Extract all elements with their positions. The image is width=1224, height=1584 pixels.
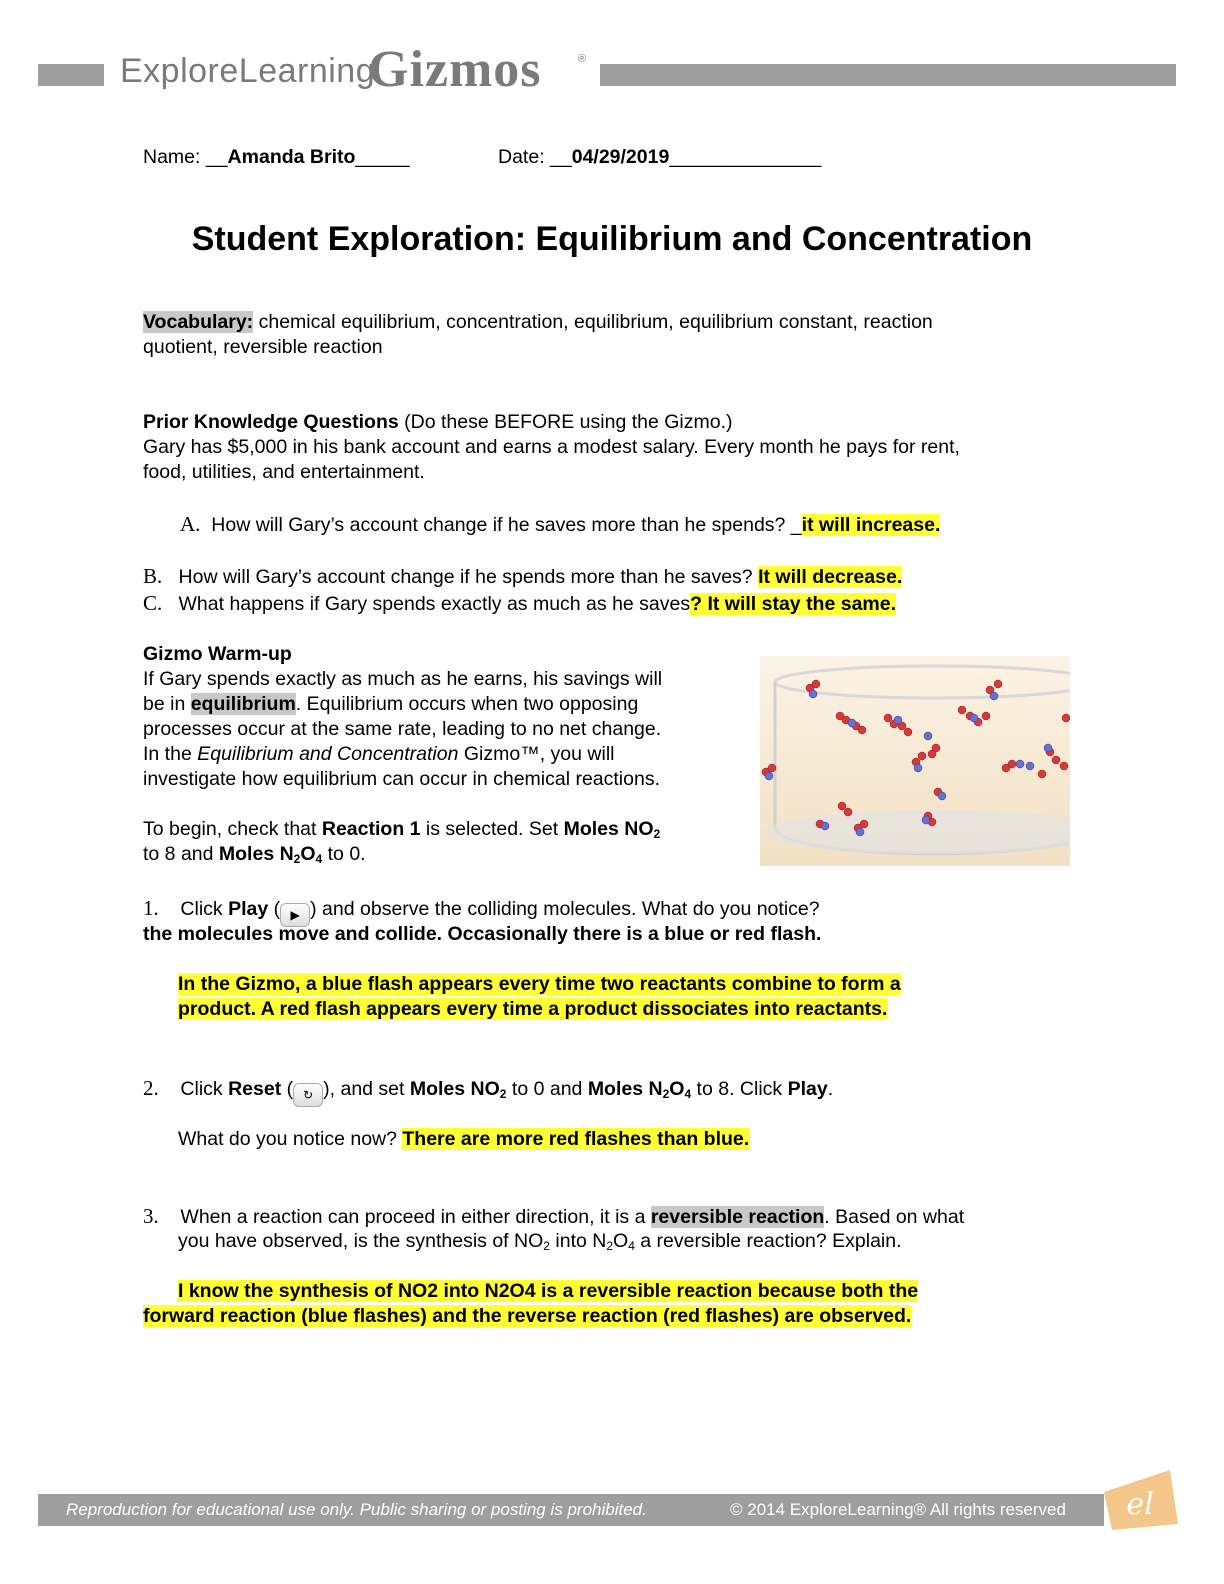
warmup-line4: In the Equilibrium and Concentration Gizmo™, you will — [143, 743, 615, 765]
brand-registered: ® — [578, 53, 587, 65]
prior-text2: food, utilities, and entertainment. — [143, 461, 425, 483]
question-1: 1. Click Play ( ▶ ) and observe the colliding molecules. What do you notice? — [143, 896, 820, 927]
warmup-line2: be in equilibrium. Equilibrium occurs when two opposing — [143, 693, 639, 715]
brand-explorelearning: ExploreLearning — [120, 52, 376, 90]
date-field: Date: __04/29/2019______________ — [498, 146, 822, 168]
question-3-line1: 3. When a reaction can proceed in either direction, it is a reversible reaction. Based on what — [143, 1204, 965, 1228]
question-a: A. How will Gary’s account change if he saves more than he spends? _it will increase. — [180, 512, 941, 536]
prior-heading: Prior Knowledge Questions (Do these BEFORE using the Gizmo.) — [143, 411, 733, 433]
question-b: B. How will Gary’s account change if he spends more than he saves? It will decrease. — [143, 564, 903, 588]
warmup-line1: If Gary spends exactly as much as he earns, his savings will — [143, 668, 663, 690]
prior-text1: Gary has $5,000 in his bank account and earns a modest salary. Every month he pays for rent, — [143, 436, 960, 458]
question-1-answer: the molecules move and collide. Occasionally there is a blue or red flash. — [143, 923, 822, 945]
warmup-heading: Gizmo Warm-up — [143, 643, 292, 665]
question-3-line2: you have observed, is the synthesis of $NO_2$ into $N_2O_4$ a reversible reaction? Explain. — [178, 1230, 902, 1253]
question-1-highlight2: product. A red flash appears every time a product dissociates into reactants. — [178, 998, 888, 1020]
warmup-line7: to 8 and Moles $N_2O_4$ to 0. — [143, 843, 366, 866]
question-1-highlight1: In the Gizmo, a blue flash appears every time two reactants combine to form a — [178, 973, 901, 995]
question-3-answer2: forward reaction (blue flashes) and the reverse reaction (red flashes) are observed. — [143, 1305, 912, 1327]
header-bar-left — [38, 64, 104, 86]
warmup-line6: To begin, check that Reaction 1 is selected. Set Moles $NO_2$ — [143, 818, 661, 841]
brand-gizmos: Gizmos — [368, 41, 542, 98]
svg-text:el: el — [1126, 1487, 1154, 1522]
question-c: C. What happens if Gary spends exactly as much as he saves? It will stay the same. — [143, 591, 897, 615]
footer-notice: Reproduction for educational use only. Public sharing or posting is prohibited. — [66, 1500, 647, 1519]
question-2-notice: What do you notice now? There are more red flashes than blue. — [178, 1128, 750, 1150]
warmup-line3: processes occur at the same rate, leading to no net change. — [143, 718, 662, 740]
play-icon: ▶ — [280, 903, 310, 927]
gizmo-screenshot — [760, 656, 1070, 866]
question-2: 2. Click Reset ( ↻ ), and set Moles $NO_2$ to 0 and Moles $N_2O_4$ to 8. Click Play. — [143, 1076, 833, 1107]
page-title: Student Exploration: Equilibrium and Concentration — [191, 220, 1033, 258]
vocabulary-line1: Vocabulary: chemical equilibrium, concentration, equilibrium, equilibrium constant, reaction — [143, 311, 933, 333]
header-bar-right — [600, 64, 1176, 86]
reset-icon: ↻ — [293, 1083, 323, 1107]
el-logo-icon — [1098, 1466, 1180, 1532]
name-field: Name: __Amanda Brito_____ — [143, 146, 410, 168]
molecule-container-illustration — [760, 656, 1070, 866]
warmup-line5: investigate how equilibrium can occur in chemical reactions. — [143, 768, 660, 790]
question-3-answer1: I know the synthesis of NO2 into N2O4 is a reversible reaction because both the — [178, 1280, 919, 1302]
footer-copyright: © 2014 ExploreLearning® All rights reserved — [730, 1500, 1066, 1519]
vocabulary-line2: quotient, reversible reaction — [143, 336, 383, 358]
